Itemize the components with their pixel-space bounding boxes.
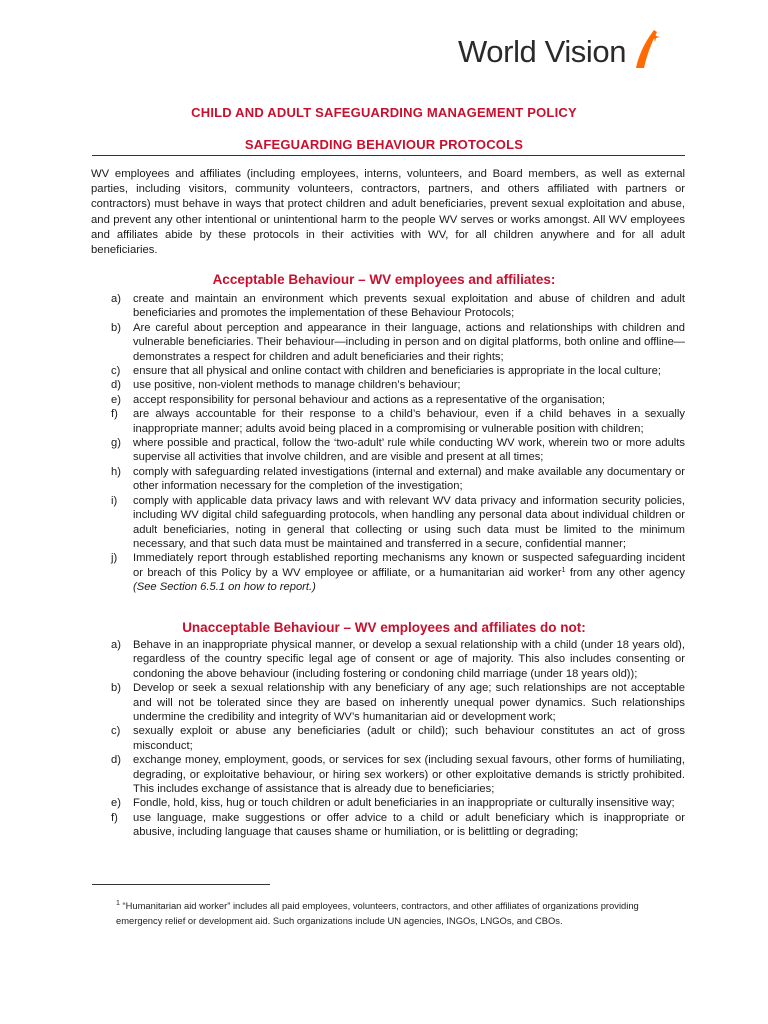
list-item: b) Develop or seek a sexual relationship with any beneficiary of any age; such relationships are not acceptable and will not be tolerated since they are based on inherently unequal power dynamics. Such relationships undermine the credibility and integrity of WV’s humanitarian aid or development work; xyxy=(111,682,685,724)
unacceptable-heading: Unacceptable Behaviour – WV employees and affiliates do not: xyxy=(182,620,586,635)
list-item: b) Are careful about perception and appearance in their language, actions and relationships with children and vulnerable beneficiaries. Their behaviour—including in person and on digital platforms, both online and offline—demonstrates a respect for children and adult beneficiaries and their rights; xyxy=(111,321,685,363)
list-item: j) Immediately report through established reporting mechanisms any known or suspected safeguarding incident or breach of this Policy by a WV employee or affiliate, or a humanitarian aid worker$^1$ from any other agency (See Section 6.5.1 on how to report.) xyxy=(111,552,686,594)
list-item: c) ensure that all physical and online contact with children and beneficiaries is appropriate in the local culture; xyxy=(111,365,661,378)
policy-subtitle: SAFEGUARDING BEHAVIOUR PROTOCOLS xyxy=(244,137,524,152)
logo-text: World Vision xyxy=(458,34,627,69)
unacceptable-list xyxy=(111,638,685,840)
section-reference: (See Section 6.5.1 on how to report.) xyxy=(133,581,316,594)
list-item: d) exchange money, employment, goods, or services for sex (including sexual favours, other forms of humiliating, degrading, or exploitative behaviour, or hiring sex workers) or other exploitative demands is strictly prohibited. This includes exchange of assistance that is already due to beneficiaries; xyxy=(111,754,685,796)
footnote-ref: 1 xyxy=(561,566,566,574)
list-item: c) sexually exploit or abuse any beneficiaries (adult or child); such behaviour constitutes an act of gross misconduct; xyxy=(111,725,685,752)
list-item: d) use positive, non-violent methods to manage children’s behaviour; xyxy=(111,379,461,392)
title-divider xyxy=(92,155,685,156)
list-item: e) Fondle, hold, kiss, hug or touch children or adult beneficiaries in an inappropriate or culturally insensitive way; xyxy=(111,797,675,810)
footnote-divider xyxy=(92,884,270,885)
list-item: h) comply with safeguarding related investigations (internal and external) and make available any documentary or other information necessary for the completion of the investigation; xyxy=(111,465,685,493)
acceptable-heading: Acceptable Behaviour – WV employees and affiliates: xyxy=(212,272,556,287)
list-item: a) Behave in an inappropriate physical manner, or develop a sexual relationship with a child (under 18 years old), regardless of the country specific legal age of consent or age of majority. This also includes consenting or condoning the above behaviour (including fostering or condoning child marriage (under 18 years old)); xyxy=(111,639,685,680)
list-item: f) use language, make suggestions or offer advice to a child or adult beneficiary which is inappropriate or abusive, including language that causes shame or humiliation, or is belittling or degrading; xyxy=(111,811,685,839)
list-item: i) comply with applicable data privacy laws and with relevant WV data privacy and information security policies, including WV digital child safeguarding protocols, when handling any personal data about individual children or adult beneficiaries, noting in general that collecting or using such data must be limited to the minimum necessary, and that such data must be maintained and transferred in a secure, confidential manner; xyxy=(111,494,685,550)
policy-title: CHILD AND ADULT SAFEGUARDING MANAGEMENT POLICY xyxy=(191,105,577,120)
list-item: a) create and maintain an environment which prevents sexual exploitation and abuse of children and adult beneficiaries and promotes the implementation of these Behaviour Protocols; xyxy=(111,293,685,320)
footnote-marker: 1 xyxy=(116,900,120,907)
world-vision-logo xyxy=(458,34,626,70)
list-item: g) where possible and practical, follow the ‘two-adult’ rule while conducting WV work, wherein two or more adults supervise all activities that involve children, and are visible and present at all times; xyxy=(111,437,685,464)
intro-paragraph: WV employees and affiliates (including employees, interns, volunteers, and Board members, as well as external parties, including visitors, community volunteers, contractors, partners, and others affiliated with partners or contractors) must behave in ways that protect children and adult beneficiaries, prevent sexual exploitation and abuse, and prevent any other intentional or unintentional harm to the people WV serves or works amongst. All WV employees and affiliates abide by these protocols in their activities with WV, for all children anywhere and for all adult beneficiaries. xyxy=(91,168,685,257)
logo-star-icon xyxy=(634,28,664,68)
acceptable-list xyxy=(111,292,685,595)
list-item: e) accept responsibility for personal behaviour and actions as a representative of the organisation; xyxy=(111,393,606,406)
list-item: f) are always accountable for their response to a child’s behaviour, even if a child behaves in a sexually inappropriate manner; adults avoid being placed in a compromising or vulnerable position with children; xyxy=(111,408,685,435)
footnote xyxy=(116,898,656,928)
footnote-text: “Humanitarian aid worker” includes all paid employees, volunteers, contractors, and other affiliates of organizations providing emergency relief or development aid. Such organizations include UN agencies, INGOs, LNGOs, and CBOs. xyxy=(116,900,639,926)
